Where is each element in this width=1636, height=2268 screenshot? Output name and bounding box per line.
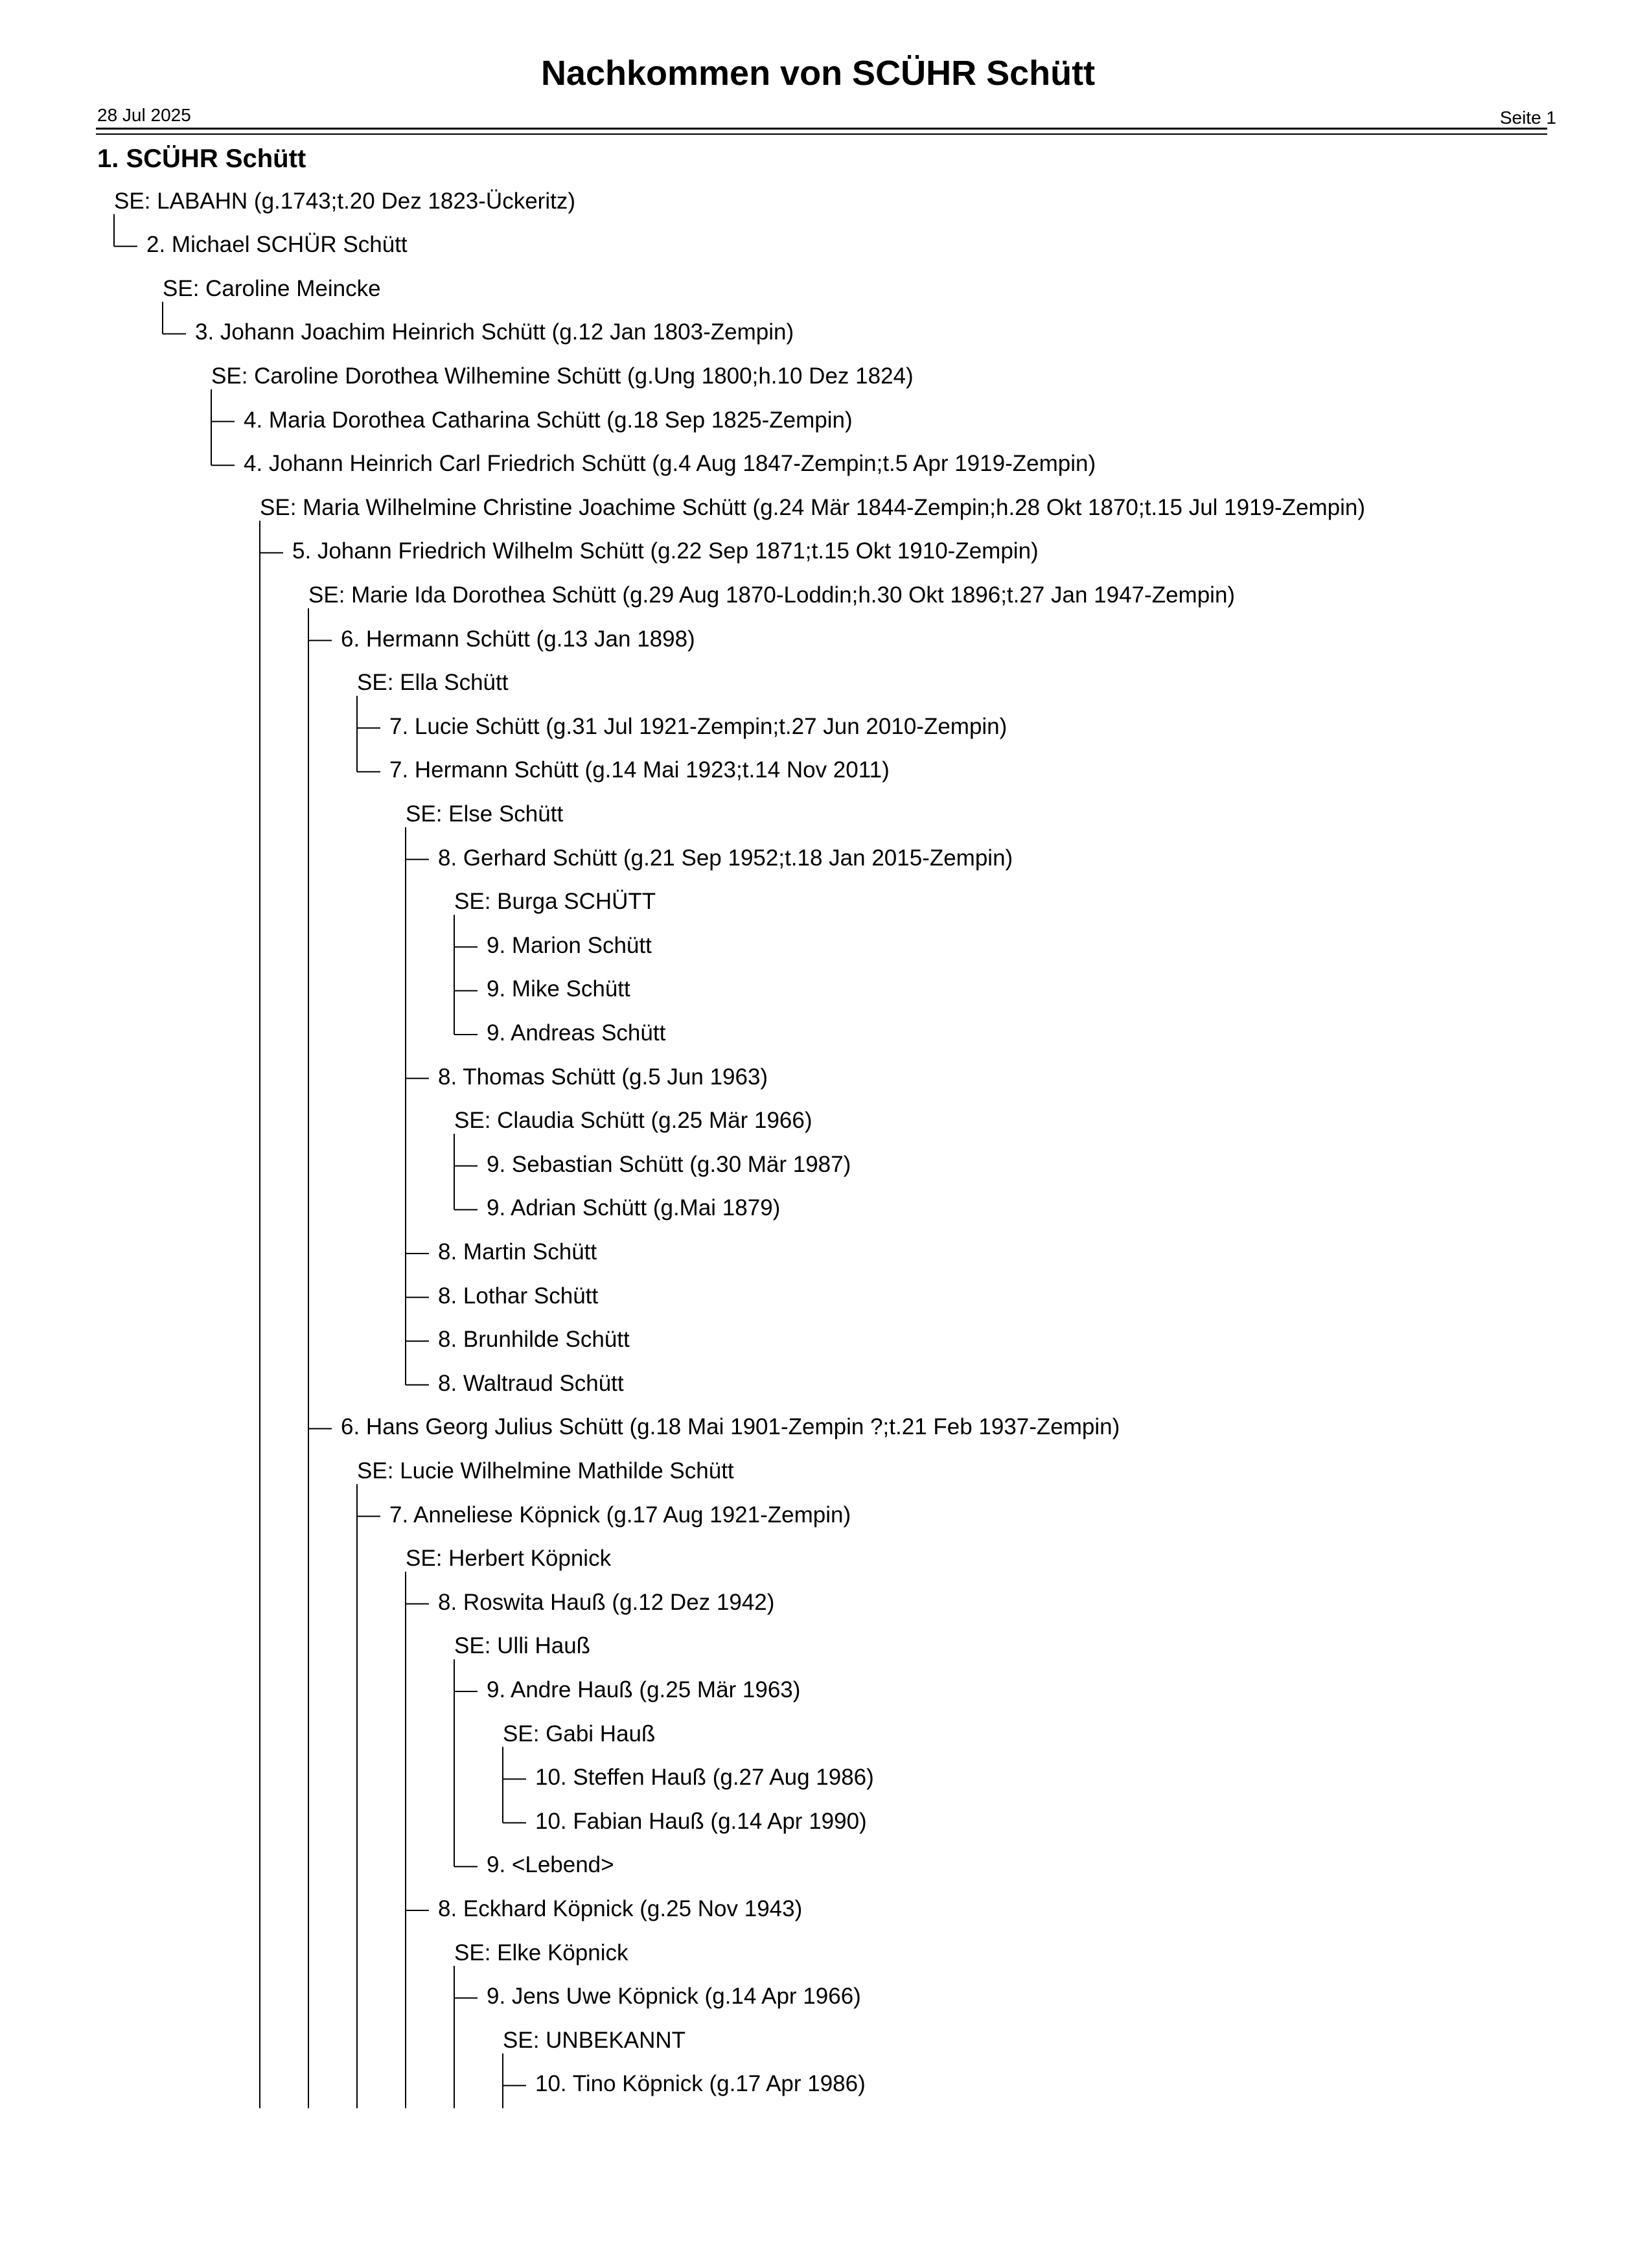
person-entry: 10. Steffen Hauß (g.27 Aug 1986) [535,1765,874,1791]
person-entry: 5. Johann Friedrich Wilhelm Schütt (g.22 Sep 1871;t.15 Okt 1910-Zempin) [292,538,1039,564]
spouse-entry: SE: Else Schütt [406,801,564,827]
spouse-entry: SE: Burga SCHÜTT [454,889,656,915]
report-title: Nachkommen von SCÜHR Schütt [540,54,1096,93]
spouse-entry: SE: LABAHN (g.1743;t.20 Dez 1823-Ückeritz) [114,188,575,214]
person-entry: 6. Hans Georg Julius Schütt (g.18 Mai 1901-Zempin ?;t.21 Feb 1937-Zempin) [341,1414,1120,1440]
person-entry: 9. Jens Uwe Köpnick (g.14 Apr 1966) [487,1984,861,2010]
person-entry: 9. Andre Hauß (g.25 Mär 1963) [487,1677,801,1702]
spouse-entry: SE: Ella Schütt [357,670,509,696]
person-entry: 9. Andreas Schütt [487,1020,666,1046]
person-entry: 2. Michael SCHÜR Schütt [146,232,408,258]
spouse-entry: SE: UNBEKANNT [503,2027,686,2053]
spouse-entry: SE: Maria Wilhelmine Christine Joachime Schütt (g.24 Mär 1844-Zempin;h.28 Okt 1870;t.15 Jul 1919-Zempin) [260,494,1366,520]
person-entry: 9. Mike Schütt [487,976,630,1002]
person-entry: 7. Hermann Schütt (g.14 Mai 1923;t.14 Nov 2011) [389,757,890,783]
person-entry: 8. Lothar Schütt [438,1283,599,1309]
person-entry: 9. <Lebend> [487,1852,614,1878]
person-entry: 10. Fabian Hauß (g.14 Apr 1990) [535,1808,867,1834]
person-entry: 9. Sebastian Schütt (g.30 Mär 1987) [487,1151,851,1177]
person-entry: 9. Adrian Schütt (g.Mai 1879) [487,1195,781,1221]
spouse-entry: SE: Herbert Köpnick [406,1546,612,1572]
spouse-entry: SE: Ulli Hauß [454,1633,591,1659]
spouse-entry: SE: Claudia Schütt (g.25 Mär 1966) [454,1108,812,1134]
person-entry: 8. Eckhard Köpnick (g.25 Nov 1943) [438,1896,803,1921]
spouse-entry: SE: Caroline Meincke [163,275,381,301]
report-date: 28 Jul 2025 [97,105,191,125]
person-entry: 8. Brunhilde Schütt [438,1327,630,1353]
person-entry: 7. Anneliese Köpnick (g.17 Aug 1921-Zempin) [389,1502,851,1528]
person-entry: 8. Martin Schütt [438,1239,597,1265]
spouse-entry: SE: Caroline Dorothea Wilhemine Schütt (g.Ung 1800;h.10 Dez 1824) [211,363,914,389]
spouse-entry: SE: Elke Köpnick [454,1940,628,1965]
person-entry: 4. Maria Dorothea Catharina Schütt (g.18 Sep 1825-Zempin) [244,407,853,433]
root-person-entry: 1. SCÜHR Schütt [97,144,306,173]
person-entry: 8. Thomas Schütt (g.5 Jun 1963) [438,1064,768,1090]
person-entry: 8. Gerhard Schütt (g.21 Sep 1952;t.18 Jan 2015-Zempin) [438,845,1013,871]
person-entry: 3. Johann Joachim Heinrich Schütt (g.12 Jan 1803-Zempin) [195,319,794,345]
spouse-entry: SE: Lucie Wilhelmine Mathilde Schütt [357,1458,734,1483]
person-entry: 8. Roswita Hauß (g.12 Dez 1942) [438,1589,775,1615]
person-entry: 7. Lucie Schütt (g.31 Jul 1921-Zempin;t.27 Jun 2010-Zempin) [389,713,1008,739]
page-number: Seite 1 [1499,108,1556,128]
person-entry: 9. Marion Schütt [487,932,652,958]
person-entry: 10. Tino Köpnick (g.17 Apr 1986) [535,2071,866,2097]
person-entry: 6. Hermann Schütt (g.13 Jan 1898) [341,626,695,652]
spouse-entry: SE: Marie Ida Dorothea Schütt (g.29 Aug 1870-Loddin;h.30 Okt 1896;t.27 Jan 1947-Zempin) [308,582,1236,608]
person-entry: 8. Waltraud Schütt [438,1370,624,1396]
person-entry: 4. Johann Heinrich Carl Friedrich Schütt (g.4 Aug 1847-Zempin;t.5 Apr 1919-Zempin) [244,451,1096,477]
spouse-entry: SE: Gabi Hauß [503,1721,656,1747]
